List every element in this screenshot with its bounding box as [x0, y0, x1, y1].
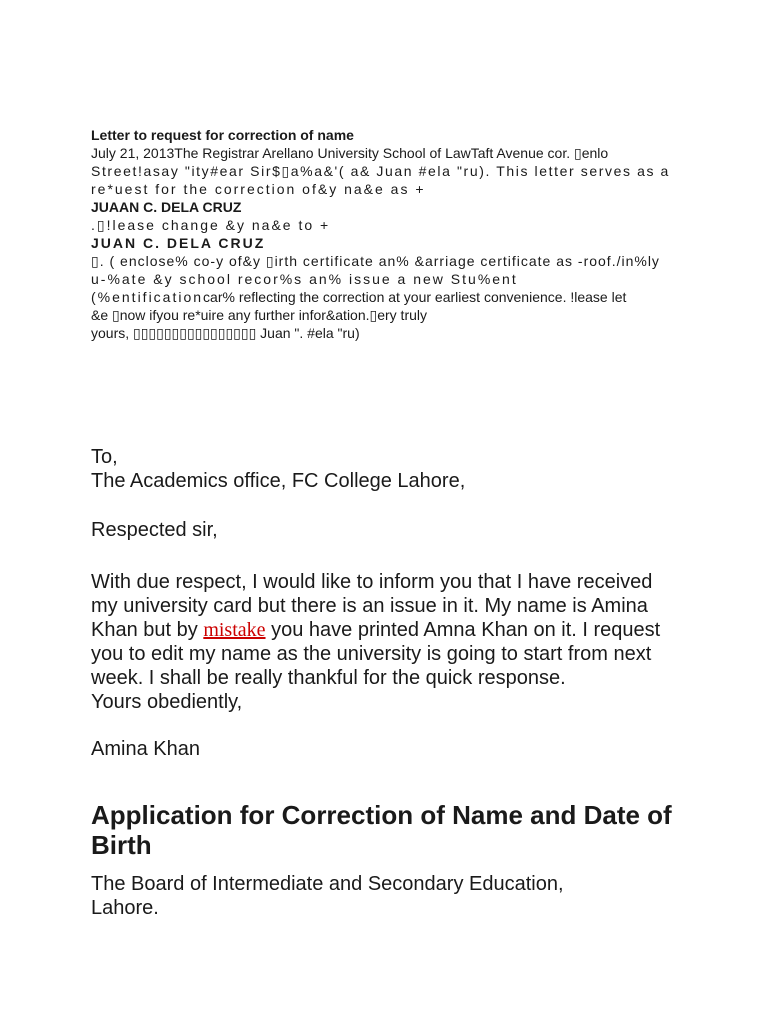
closing-line: Yours obediently,: [91, 691, 243, 713]
signature-block: [91, 737, 728, 761]
signature-name: Amina Khan: [91, 738, 200, 760]
letter-line: .▯!lease change &y na&e to +: [91, 217, 331, 233]
heading-line: Application for Correction of Name and Date of: [91, 800, 672, 830]
first-letter: [91, 126, 728, 342]
body-line: week. I shall be really thankful for the quick response.: [91, 667, 566, 689]
section-heading: [91, 800, 728, 860]
body-fragment: you have printed Amna Khan on it. I request: [271, 619, 661, 641]
letter-fragment: (%entification: [91, 289, 204, 305]
letter-line: Street!asay "ity#ear Sir$▯a%a&'( a& Juan #ela "ru). This letter serves as a: [91, 163, 670, 179]
letter-line: &e ▯now ifyou re*uire any further infor&ation.▯ery truly: [91, 307, 428, 323]
salutation-text: Respected sir,: [91, 519, 218, 541]
mistake-link[interactable]: mistake: [203, 619, 266, 641]
heading-line: Birth: [91, 830, 152, 860]
letter-line: [91, 288, 728, 306]
letter-line: yours, ▯▯▯▯▯▯▯▯▯▯▯▯▯▯▯▯ Juan ". #ela "ru): [91, 325, 360, 341]
board-address: [91, 872, 728, 920]
letter-fragment: car% reflecting the correction at your earliest convenience. !lease let: [203, 289, 627, 305]
body-line: With due respect, I would like to inform you that I have received: [91, 571, 653, 593]
new-name: JUAN C. DELA CRUZ: [91, 235, 266, 251]
board-line: Lahore.: [91, 897, 159, 919]
body-line: [91, 618, 728, 642]
body-line: you to edit my name as the university is going to start from next: [91, 643, 652, 665]
salutation: [91, 518, 728, 542]
to-line: To,: [91, 446, 118, 468]
letter-line: u-%ate &y school recor%s an% issue a new Stu%ent: [91, 271, 518, 287]
letter-line: re*uest for the correction of&y na&e as +: [91, 181, 426, 197]
letter-line: ▯. ( enclose% co-y of&y ▯irth certificate an% &arriage certificate as -roof./in%ly: [91, 253, 660, 269]
letter-body: [91, 570, 728, 714]
old-name: JUAAN C. DELA CRUZ: [91, 199, 242, 215]
board-line: The Board of Intermediate and Secondary Education,: [91, 873, 564, 895]
letter-title: Letter to request for correction of name: [91, 127, 354, 143]
letter-line: July 21, 2013The Registrar Arellano University School of LawTaft Avenue cor. ▯enlo: [91, 145, 609, 161]
body-fragment: Khan but by: [91, 619, 198, 641]
address-line: The Academics office, FC College Lahore,: [91, 470, 466, 492]
recipient-block: [91, 445, 728, 493]
body-line: my university card but there is an issue in it. My name is Amina: [91, 595, 648, 617]
